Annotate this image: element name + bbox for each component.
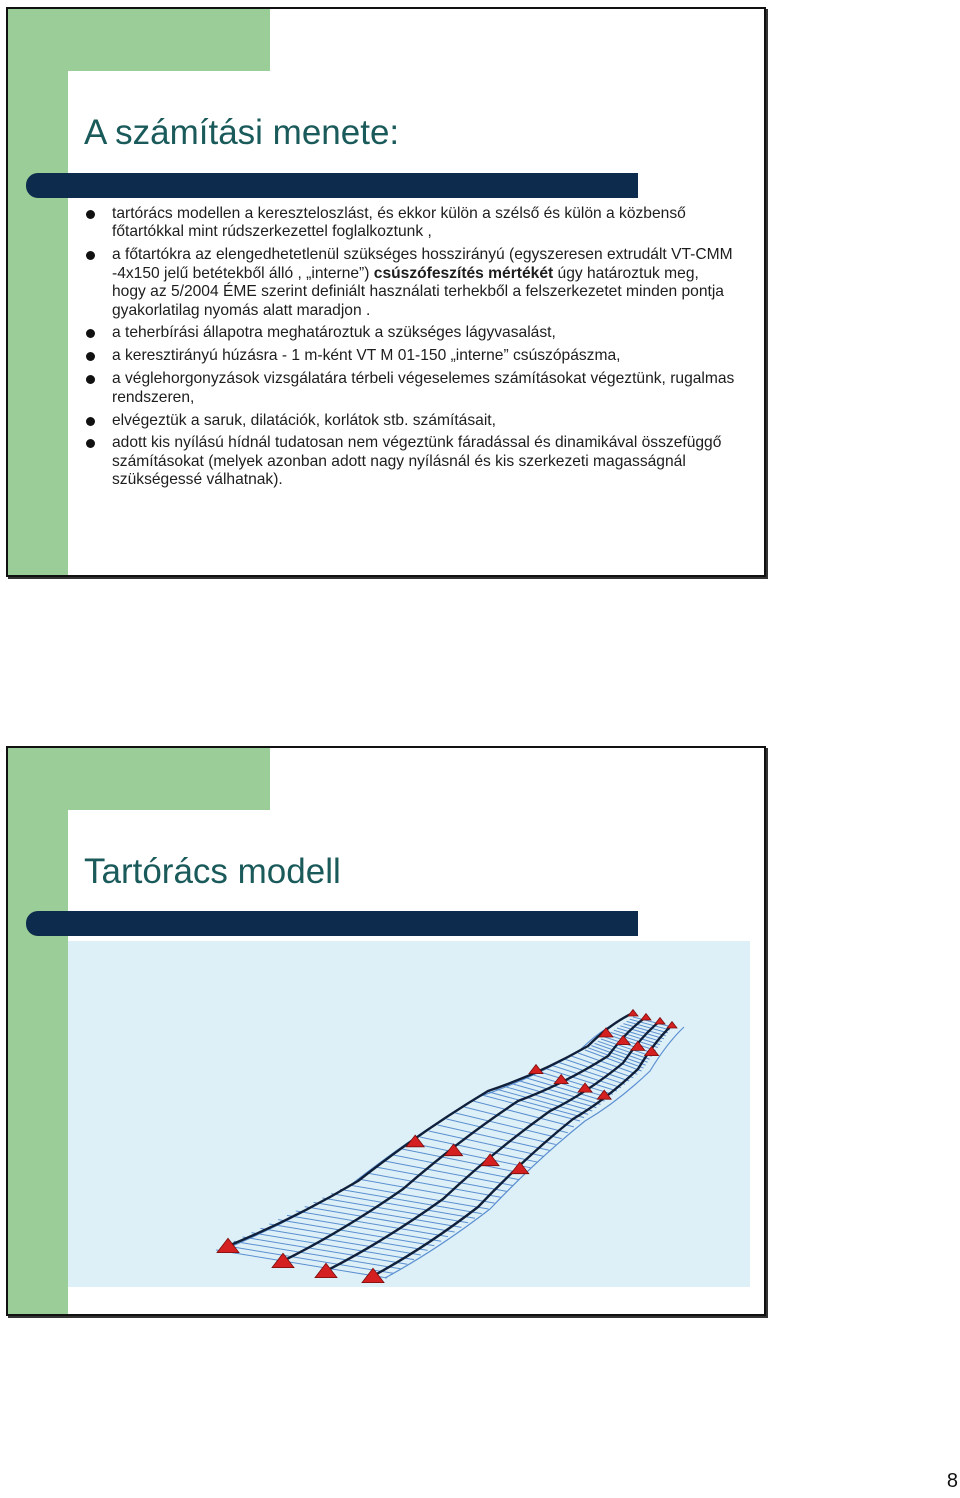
grillage-model-figure [68,941,750,1287]
page-number: 8 [946,1470,958,1492]
cross-beam [358,1179,495,1203]
cross-beam [243,1237,408,1264]
cross-beam [251,1233,414,1260]
cross-beam [216,1250,387,1278]
bullet-icon [86,251,95,260]
accent-bar [8,748,68,1314]
bullet-text: a teherbírási állapotra meghatároztuk a szükséges lágyvasalást, [112,324,556,342]
support-bearing [667,1022,677,1029]
main-girder [283,1017,646,1261]
cross-beam [225,1246,394,1274]
bullet-item [86,324,736,342]
bullet-icon [86,417,95,426]
bullet-text: tartórács modellen a kereszteloszlást, és ekkor külön a szélső és külön a közbenső főtartókkal mint rúdszerkezettel foglalkoztunk , [112,205,686,241]
cross-beam [287,1215,441,1241]
grillage-model-drawing [68,941,750,1287]
support-bearing [481,1154,499,1166]
accent-cap [8,9,270,71]
cross-beam [367,1173,501,1197]
support-bearing [616,1036,630,1045]
bullet-text-rest: úgy határoztuk meg, hogy az 5/2004 ÉME szerint definiált használati terhekből a felszerkezetet minden pontja gyakorlatilag nyomás alatt maradjon . [112,264,724,319]
cross-beam [296,1211,448,1237]
cross-beam [234,1241,401,1268]
cross-beam [269,1224,427,1250]
cross-beam [393,1155,519,1180]
bullet-text: a véglehorgonyzások vizsgálatára térbeli végeselemes számításokat végeztünk, rugalmas rendszeren, [112,370,735,406]
main-girder [326,1021,660,1271]
bullet-icon [86,210,95,219]
bullet-icon [86,375,95,384]
accent-cap [8,748,270,810]
cross-beam [473,1101,574,1127]
bullet-bold-text: csúszófeszítés mértékét [373,264,554,282]
bullet-icon [86,352,95,361]
support-bearing [655,1018,665,1025]
support-bearing [315,1263,337,1277]
title-rule [26,173,638,198]
bullet-item [86,246,736,320]
bullet-list [86,205,736,494]
cross-beam [420,1137,537,1162]
bullet-text: a keresztirányú húzásra - 1 m-ként VT M 01-150 „interne” csúszópászma, [112,347,621,365]
bullet-item [86,347,736,365]
cross-beam [376,1167,507,1191]
bullet-icon [86,329,95,338]
title-rule [26,911,638,936]
slide-title: Tartórács modell [84,852,341,891]
bullet-icon [86,439,95,448]
support-bearing [272,1253,294,1267]
bullet-item [86,412,736,430]
bullet-text: a főtartókra az elengedhetetlenül szükséges hosszirányú (egyszeresen extrudált VT-CMM -4x150 jelű betétekből álló , „interne”) [112,246,733,282]
cross-beam [402,1149,525,1174]
bullet-item [86,434,736,489]
support-bearing [641,1014,651,1021]
support-bearing [628,1010,638,1017]
support-bearing [217,1238,239,1252]
cross-beam [411,1143,531,1168]
bullet-item [86,370,736,407]
cross-beam [260,1228,421,1255]
support-bearing [511,1162,529,1174]
slide-title: A számítási menete: [84,113,400,152]
bullet-text: adott kis nyílású hídnál tudatosan nem végeztünk fáradással és dinamikával összefüggő számításokat (melyek azonban adott nagy nyílásnál és kis szerkezeti magasságnál szükségessé válhatnak). [112,434,722,489]
slide-1 [6,7,766,577]
cross-beam [349,1185,489,1209]
bullet-item [86,205,736,242]
slide-2 [6,746,766,1316]
bullet-text: elvégeztük a saruk, dilatációk, korlátok stb. számításait, [112,411,496,429]
accent-bar [8,9,68,575]
cross-beam [278,1220,434,1246]
main-girder [373,1025,672,1276]
